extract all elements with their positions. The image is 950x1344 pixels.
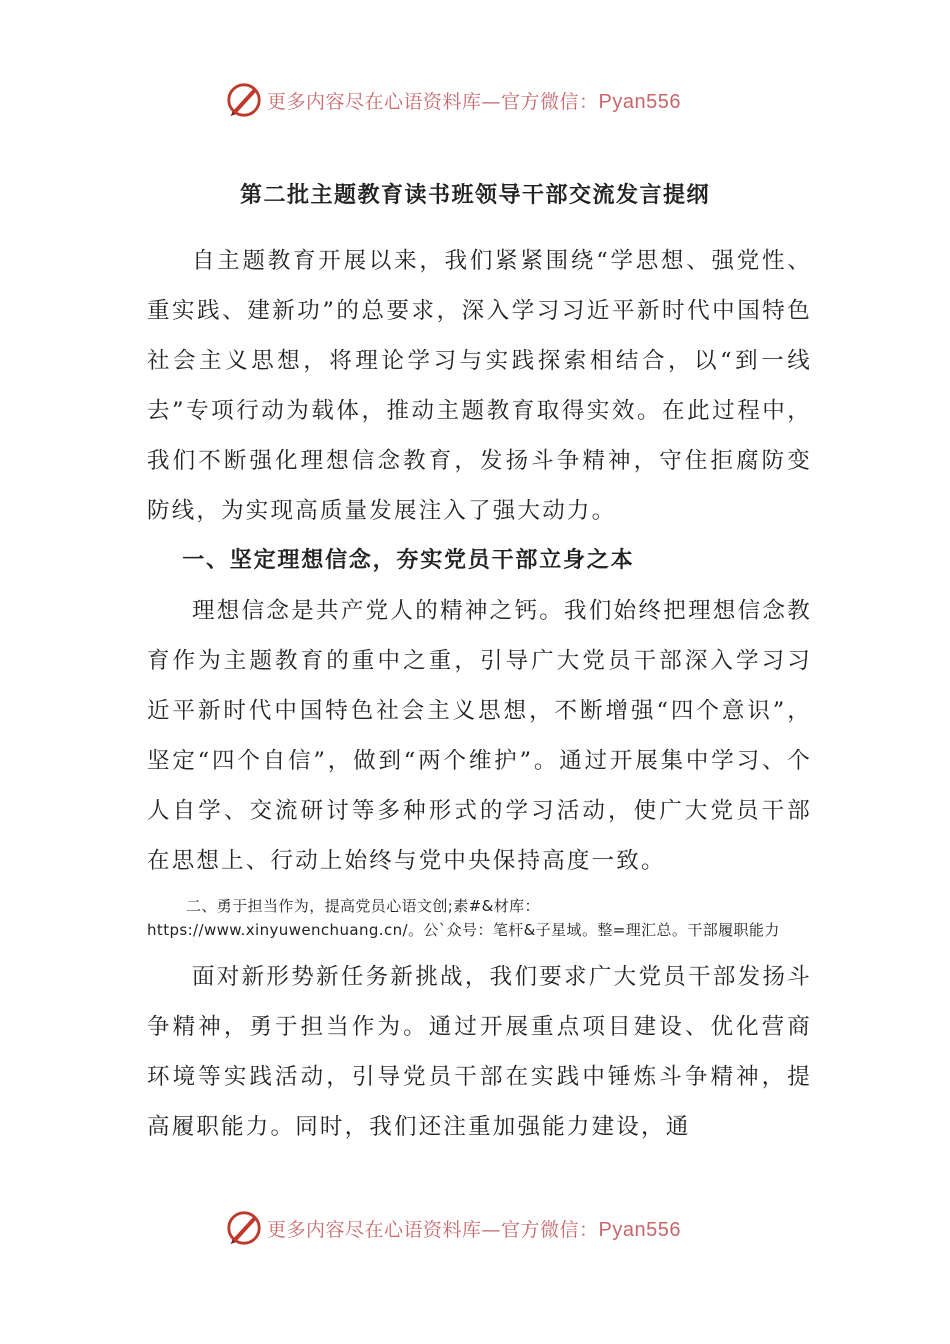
banner-wechat-id: Pyan556	[598, 1218, 681, 1241]
section-2-paragraph: 面对新形势新任务新挑战，我们要求广大党员干部发扬斗争精神，勇于担当作为。通过开展重点项目建设、优化营商环境等实践活动，引导党员干部在实践中锤炼斗争精神，提高履职能力。同时，我们还注重加强能力建设，通	[147, 964, 812, 1140]
footer-banner	[225, 1206, 745, 1250]
document-body	[147, 236, 812, 1152]
banner-text: 更多内容尽在心语资料库—官方微信：Pyan556	[267, 1218, 681, 1241]
pen-logo-icon	[225, 1209, 263, 1247]
section-1-paragraph: 理想信念是共产党人的精神之钙。我们始终把理想信念教育作为主题教育的重中之重，引导广大党员干部深入学习习近平新时代中国特色社会主义思想，不断增强“四个意识”，坚定“四个自信”，做到“两个维护”。通过开展集中学习、个人自学、交流研讨等多种形式的学习活动，使广大党员干部在思想上、行动上始终与党中央保持高度一致。	[147, 598, 812, 874]
banner-wechat-id: Pyan556	[598, 90, 681, 113]
pen-logo-icon	[225, 81, 263, 119]
document-title: 第二批主题教育读书班领导干部交流发言提纲	[239, 183, 710, 208]
section-2-heading-note: 二、勇于担当作为，提高党员心语文创;素#&材库：https://www.xinyuwenchuang.cn/。公`众号：笔杆&子星域。整=理汇总。干部履职能力	[147, 897, 780, 939]
intro-paragraph: 自主题教育开展以来，我们紧紧围绕“学思想、强党性、重实践、建新功”的总要求，深入学习习近平新时代中国特色社会主义思想，将理论学习与实践探索相结合，以“到一线去”专项行动为载体，推动主题教育取得实效。在此过程中，我们不断强化理想信念教育，发扬斗争精神，守住拒腐防变防线，为实现高质量发展注入了强大动力。	[147, 248, 812, 524]
banner-text: 更多内容尽在心语资料库—官方微信：Pyan556	[267, 90, 681, 113]
section-1-heading: 一、坚定理想信念，夯实党员干部立身之本	[182, 548, 635, 573]
header-banner	[225, 78, 745, 122]
